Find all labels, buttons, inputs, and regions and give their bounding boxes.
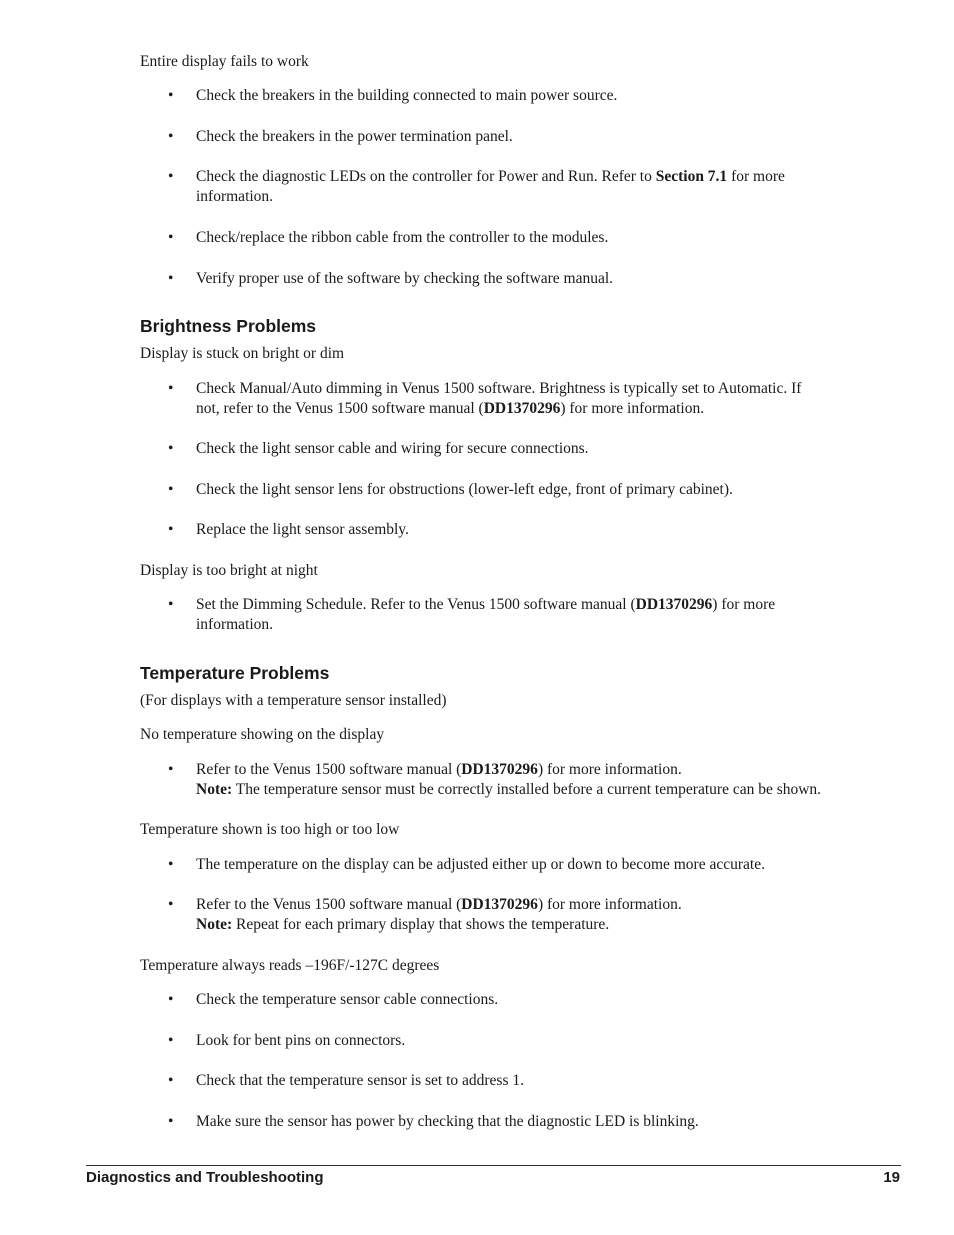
list-item-text: for more	[727, 168, 785, 185]
bullet-marker: •	[168, 87, 174, 104]
manual-reference: DD1370296	[635, 596, 713, 613]
bullet-marker: •	[168, 761, 174, 778]
manual-reference: DD1370296	[483, 400, 561, 417]
footer-divider	[86, 1165, 901, 1166]
bullet-marker: •	[168, 1113, 174, 1130]
note-text: The temperature sensor must be correctly installed before a current temperature can be shown.	[232, 781, 822, 798]
list-item	[196, 760, 916, 800]
bullet-marker: •	[168, 481, 174, 498]
list-item-text: Check the diagnostic LEDs on the controller for Power and Run. Refer to	[196, 168, 656, 185]
list-item-text: ) for more	[712, 596, 776, 613]
intro-stuck-bright: Display is stuck on bright or dim	[140, 345, 345, 362]
heading-brightness-problems: Brightness Problems	[140, 316, 317, 336]
note-text: Repeat for each primary display that shows the temperature.	[232, 916, 610, 933]
list-item-text: Set the Dimming Schedule. Refer to the Venus 1500 software manual (	[196, 596, 636, 613]
list-item: Check the light sensor lens for obstructions (lower-left edge, front of primary cabinet).	[196, 481, 733, 498]
intro-too-high-low: Temperature shown is too high or too low	[140, 821, 400, 838]
section-reference: Section 7.1	[655, 168, 728, 185]
intro-always-reads: Temperature always reads –196F/-127C degrees	[140, 957, 440, 974]
list-item-text: ) for more information.	[537, 896, 682, 913]
intro-too-bright: Display is too bright at night	[140, 562, 318, 579]
manual-reference: DD1370296	[461, 761, 538, 778]
intro-entire-display: Entire display fails to work	[140, 53, 309, 70]
bullet-marker: •	[168, 1032, 174, 1049]
list-item: Check the light sensor cable and wiring for secure connections.	[196, 440, 589, 457]
list-item-text: information.	[196, 188, 274, 205]
list-item-text: ) for more information.	[537, 761, 682, 778]
list-item	[196, 379, 896, 419]
bullet-marker: •	[168, 440, 174, 457]
list-item: Check/replace the ribbon cable from the controller to the modules.	[196, 229, 609, 246]
list-item-text: information.	[196, 616, 274, 633]
list-item: Check that the temperature sensor is set to address 1.	[196, 1072, 524, 1089]
list-item: The temperature on the display can be adjusted either up or down to become more accurate.	[196, 856, 765, 873]
bullet-marker: •	[168, 991, 174, 1008]
list-item-text: Refer to the Venus 1500 software manual (	[196, 761, 462, 778]
intro-sensor-installed: (For displays with a temperature sensor installed)	[140, 692, 447, 709]
bullet-marker: •	[168, 896, 174, 913]
bullet-marker: •	[168, 856, 174, 873]
manual-reference: DD1370296	[461, 896, 538, 913]
list-item: Check the breakers in the building connected to main power source.	[196, 87, 618, 104]
list-item-text: ) for more information.	[560, 400, 705, 417]
bullet-marker: •	[168, 380, 174, 397]
list-item	[196, 167, 896, 207]
bullet-marker: •	[168, 1072, 174, 1089]
list-item-text: Refer to the Venus 1500 software manual (	[196, 896, 462, 913]
bullet-marker: •	[168, 168, 174, 185]
list-item: Make sure the sensor has power by checking that the diagnostic LED is blinking.	[196, 1113, 699, 1130]
note-label: Note:	[196, 916, 233, 933]
footer-title: Diagnostics and Troubleshooting	[86, 1169, 324, 1186]
list-item	[196, 595, 896, 635]
bullet-marker: •	[168, 596, 174, 613]
list-item-text: Check Manual/Auto dimming in Venus 1500 software. Brightness is typically set to Automatic. If	[196, 380, 802, 397]
list-item-text: not, refer to the Venus 1500 software manual (	[196, 400, 484, 417]
list-item: Verify proper use of the software by checking the software manual.	[196, 270, 614, 287]
heading-temperature-problems: Temperature Problems	[140, 663, 330, 683]
bullet-marker: •	[168, 270, 174, 287]
page-number: 19	[883, 1169, 900, 1186]
bullet-marker: •	[168, 229, 174, 246]
list-item: Check the temperature sensor cable connections.	[196, 991, 499, 1008]
list-item: Look for bent pins on connectors.	[196, 1032, 406, 1049]
note-label: Note:	[196, 781, 233, 798]
intro-no-temperature: No temperature showing on the display	[140, 726, 385, 743]
list-item: Check the breakers in the power termination panel.	[196, 128, 513, 145]
list-item	[196, 895, 896, 935]
list-item: Replace the light sensor assembly.	[196, 521, 409, 538]
bullet-marker: •	[168, 128, 174, 145]
bullet-marker: •	[168, 521, 174, 538]
